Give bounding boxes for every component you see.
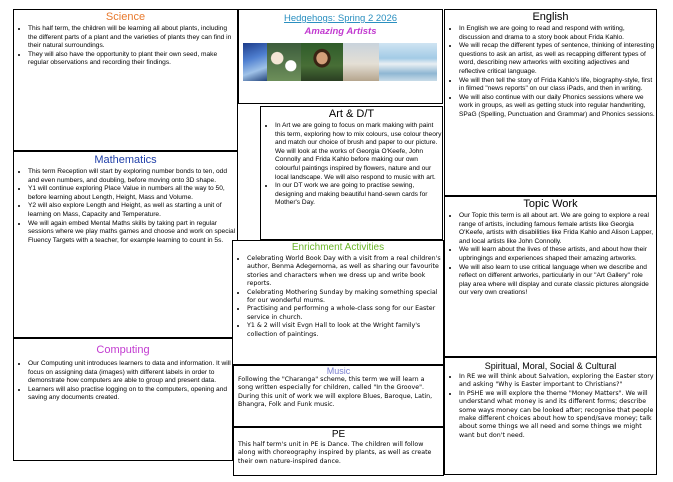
list-item: • Our Topic this term is all about art. We are going to explore a real range of artists, including famous female artists like Georgia O'Keefe, artists with disabilities like Frida Kahlo and Alison Lapper, and local artists like John Connolly. [459,212,656,246]
mathematics-panel [13,151,238,338]
music-panel [233,365,444,427]
pe-text: This half term's unit in PE is Dance. The children will follow along with choreography inspired by plants, as well as create their own nature-inspired dance. [238,441,432,465]
art-dt-panel [260,106,443,240]
music-title: Music [326,366,351,376]
computing-title: Computing [96,344,150,356]
list-item: • We will then tell the story of Frida Kahlo's life, biography-style, first in filmed "news reports" on our class iPads, and then in writing. [459,77,656,94]
list-item: • Learners will also practise logging on to the computers, opening and saving any documents created. [28,386,232,403]
list-item: • Our Computing unit introduces learners to data and information. It will focus on assigning data (images) with different labels in order to demonstrate how computers are able to group and present data. [28,360,232,386]
computing-panel [13,338,233,461]
watercolour-landscape-painting [379,43,437,81]
music-text: Following the "Charanga" scheme, this term we will learn a song written especially for children, called "In the Groove". During this unit of work we will explore Blues, Baroque, Latin, Bhangra, Folk and Funk music. [238,376,433,409]
list-item: • In our DT work we are going to practise sewing, designing and making beautiful hand-sewn cards for Mother's Day. [275,182,442,208]
art-dt-list [261,122,442,208]
smsc-list [445,373,656,440]
list-item: • Y1 & 2 will visit Evgn Hall to look at the Wright family's collection of paintings. [247,322,443,339]
list-item: • Y2 will also explore Length and Height, as well as starting a unit of learning on Mass, Capacity and Temperature. [28,202,237,219]
enrichment-list [233,255,443,339]
list-item: • Celebrating World Book Day with a visit from a real children's author, Benma Adegemoma, as well as sharing our favourite stories and characters when we dress up and write book reports. [247,255,443,289]
blue-abstract-painting [243,43,267,81]
list-item: • Celebrating Mothering Sunday by making something special for our wonderful mums. [247,289,443,306]
page-subtitle: Amazing Artists [304,26,377,37]
mathematics-list [14,168,237,245]
english-list [445,25,656,120]
list-item: • In English we are going to read and respond with writing, discussion and drama to a story book about Frida Kahlo. [459,25,656,42]
enrichment-title: Enrichment Activities [291,242,385,253]
science-title: Science [105,11,146,23]
pe-title: PE [331,429,346,440]
list-item: • We will again embed Mental Maths skills by taking part in regular sessions where we play maths games and choose and work on special Fluency Targets with a teacher, for example learning to count in 5s. [28,220,237,246]
list-item: • This half term, the children will be learning all about plants, including the different parts of a plant and the varieties of plants they can find in their natural surroundings. [28,25,237,51]
pe-panel [233,427,444,476]
list-item: • We will recap the different types of sentence, thinking of interesting questions to ask an artist, as well as recapping different types of word, describing new artworks with exciting adjectives and reflective critical language. [459,42,656,76]
science-list [14,25,237,68]
enrichment-panel [232,240,444,365]
topic-work-panel [444,196,657,357]
list-item: • This term Reception will start by exploring number bonds to ten, odd and even numbers, and doubling, before moving onto 3D shape. [28,168,237,185]
english-panel [444,9,657,196]
frida-portrait-painting [301,43,343,81]
list-item: • We will also learn to use critical language when we describe and reflect on different artworks, particularly in our "Art Gallery" role play area where will display and curate classic pictures alongside our very own creations! [459,264,656,298]
artwork-strip [243,43,438,83]
smsc-panel [444,357,657,475]
list-item: • Y1 will continue exploring Place Value in numbers all the way to 50, before learning about Length, Height, Mass and Volume. [28,185,237,202]
computing-list [14,360,232,403]
list-item: • We will learn about the lives of these artists, and about how their upbringings and experiences shaped their amazing artworks. [459,246,656,263]
list-item: • Practising and performing a whole-class song for our Easter service in church. [247,305,443,322]
list-item: • They will also have the opportunity to plant their own seed, make regular observations and recording their findings. [28,51,237,68]
list-item: • In RE we will think about Salvation, exploring the Easter story and asking "Why is Easter important to Christians?" [459,373,656,390]
flower-painting [267,43,301,81]
mathematics-title: Mathematics [94,154,157,166]
science-panel [13,9,238,151]
page-title: Hedgehogs: Spring 2 2026 [283,13,398,24]
topic-work-title: Topic Work [523,198,578,210]
figure-painting [343,43,379,81]
list-item: • In PSHE we will explore the theme "Money Matters". We will understand what money is and its different forms; describe some ways money can be looked after; recognise that people make different choices about how to spend/save money; talk about some things we all need and some things we might want but don't need. [459,390,656,440]
art-dt-title: Art & D/T [328,108,375,120]
header-panel [238,9,443,104]
english-title: English [532,11,569,23]
smsc-title: Spiritual, Moral, Social & Cultural [484,361,617,371]
list-item: • In Art we are going to focus on mark making with paint this term, exploring how to mix colours, use colour theory and match our choice of brush and paper to our picture. We will look at the works of Georgia O'Keefe, John Connolly and Frida Kahlo before making our own colourful paintings inspired by flowers, nature and our local landscape. We will also respond to music with art. [275,122,442,182]
topic-work-list [445,212,656,298]
list-item: • We will also continue with our daily Phonics sessions where we work in groups, as well as getting stuck into regular handwriting, SPaG (Spelling, Punctuation and Grammar) and Phonics sessions. [459,94,656,120]
